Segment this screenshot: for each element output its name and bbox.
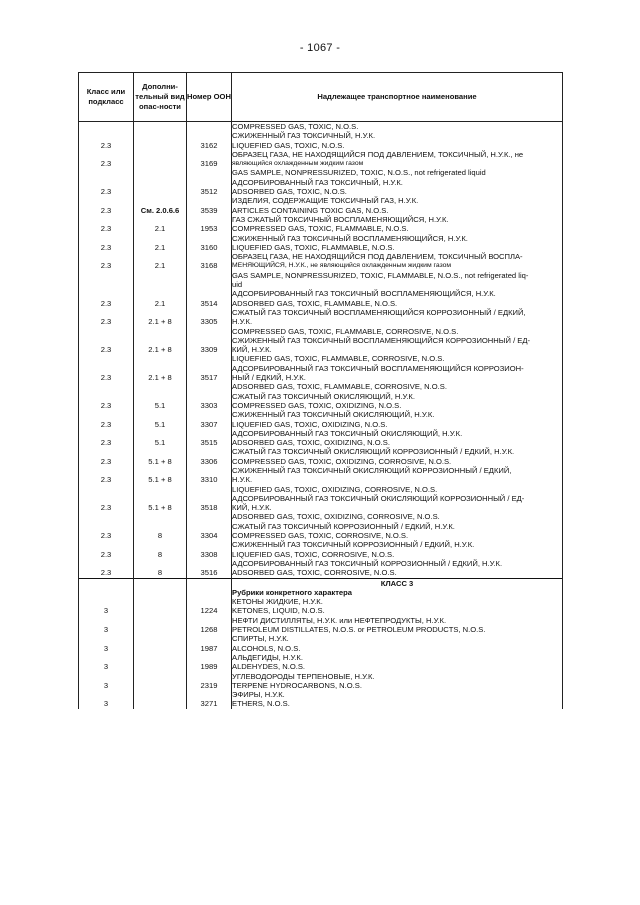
additional-hazard-cell-value: 5.1 bbox=[154, 400, 166, 410]
additional-hazard-cell-value: 8 bbox=[157, 568, 163, 578]
class-cell-value: 3 bbox=[103, 625, 109, 635]
shipping-name-line: СЖАТЫЙ ГАЗ ТОКСИЧНЫЙ КОРРОЗИОННЫЙ / ЕДКИЙ, Н.У.К. bbox=[232, 521, 455, 531]
un-number-cell-value: 1987 bbox=[200, 643, 218, 653]
shipping-name-cell bbox=[232, 289, 563, 308]
shipping-name-cell bbox=[232, 466, 563, 494]
class-cell-value: 3 bbox=[103, 662, 109, 672]
shipping-name-line: СЖАТЫЙ ГАЗ ТОКСИЧНЫЙ ОКИСЛЯЮЩИЙ, Н.У.К. bbox=[232, 391, 415, 401]
un-number-cell-value: 3512 bbox=[200, 187, 218, 197]
additional-hazard-cell bbox=[134, 336, 187, 364]
un-number-cell-value: 1989 bbox=[200, 662, 218, 672]
shipping-name-cell bbox=[232, 252, 563, 289]
shipping-name-line: COMPRESSED GAS, TOXIC, FLAMMABLE, CORROSIVE, N.O.S. bbox=[232, 326, 459, 336]
shipping-name-cell bbox=[232, 559, 563, 578]
class-cell bbox=[79, 215, 134, 234]
class-cell-value: 2.3 bbox=[100, 373, 112, 383]
additional-hazard-cell bbox=[134, 540, 187, 559]
table-row bbox=[79, 597, 563, 616]
shipping-name-cell bbox=[232, 447, 563, 466]
additional-hazard-cell bbox=[134, 494, 187, 522]
shipping-name-line: АДСОРБИРОВАННЫЙ ГАЗ ТОКСИЧНЫЙ, Н.У.К. bbox=[232, 177, 403, 187]
shipping-name-cell bbox=[232, 150, 563, 178]
shipping-name-line: СЖАТЫЙ ГАЗ ТОКСИЧНЫЙ ВОСПЛАМЕНЯЮЩИЙСЯ КОРРОЗИОННЫЙ / ЕДКИЙ, bbox=[232, 307, 526, 317]
un-number-cell-value: 3514 bbox=[200, 298, 218, 308]
shipping-name-line: ОБРАЗЕЦ ГАЗА, НЕ НАХОДЯЩИЙСЯ ПОД ДАВЛЕНИЕМ, ТОКСИЧНЫЙ, Н.У.К., не bbox=[232, 149, 524, 159]
class-cell-value: 2.3 bbox=[100, 438, 112, 448]
un-number-cell-value: 1268 bbox=[200, 625, 218, 635]
table-row bbox=[79, 234, 563, 253]
table-row bbox=[79, 215, 563, 234]
shipping-name-line: COMPRESSED GAS, TOXIC, N.O.S. bbox=[232, 122, 359, 131]
shipping-name-line: НЫЙ / ЕДКИЙ, Н.У.К. bbox=[232, 373, 306, 383]
shipping-name-line: МЕНЯЮЩИЙСЯ, Н.У.К., не являющийся охлажденным жидким газом bbox=[232, 262, 452, 270]
shipping-name-line: ETHERS, N.O.S. bbox=[232, 699, 290, 709]
shipping-name-line: GAS SAMPLE, NONPRESSURIZED, TOXIC, FLAMMABLE, N.O.S., not refrigerated liq- bbox=[232, 270, 529, 280]
empty-cell bbox=[79, 578, 134, 597]
shipping-name-cell bbox=[232, 540, 563, 559]
shipping-name-line: ADSORBED GAS, TOXIC, CORROSIVE, N.O.S. bbox=[232, 568, 397, 578]
table-row bbox=[79, 616, 563, 635]
table-row bbox=[79, 690, 563, 709]
table-row bbox=[79, 289, 563, 308]
class-cell bbox=[79, 252, 134, 289]
shipping-name-line: ADSORBED GAS, TOXIC, OXIDIZING, CORROSIVE, N.O.S. bbox=[232, 512, 440, 522]
shipping-name-line: СЖИЖЕННЫЙ ГАЗ ТОКСИЧНЫЙ ВОСПЛАМЕНЯЮЩИЙСЯ, Н.У.К. bbox=[232, 233, 468, 243]
table-row bbox=[79, 364, 563, 392]
table-header-row bbox=[79, 73, 563, 122]
empty-cell bbox=[187, 578, 232, 597]
un-number-cell bbox=[187, 252, 232, 289]
shipping-name-line: являющийся охлажденным жидким газом bbox=[232, 160, 364, 168]
class-cell bbox=[79, 522, 134, 541]
additional-hazard-cell-value: 2.1 + 8 bbox=[148, 317, 172, 327]
un-number-cell bbox=[187, 559, 232, 578]
shipping-name-line: НЕФТИ ДИСТИЛЛЯТЫ, Н.У.К. или НЕФТЕПРОДУКТЫ, Н.У.К. bbox=[232, 615, 447, 625]
additional-hazard-cell-value: 2.1 bbox=[154, 242, 166, 252]
page-number: - 1067 - bbox=[299, 42, 341, 54]
class-3-title: КЛАСС 3 bbox=[380, 578, 414, 588]
un-number-cell bbox=[187, 410, 232, 429]
class-cell bbox=[79, 289, 134, 308]
shipping-name-cell bbox=[232, 522, 563, 541]
header-class: Класс или подкласс bbox=[79, 73, 134, 122]
shipping-name-line: LIQUEFIED GAS, TOXIC, FLAMMABLE, CORROSIVE, N.O.S. bbox=[232, 354, 445, 364]
table-row bbox=[79, 429, 563, 448]
additional-hazard-cell bbox=[134, 672, 187, 691]
dangerous-goods-table bbox=[78, 72, 563, 709]
class-cell-value: 2.3 bbox=[100, 568, 112, 578]
additional-hazard-cell bbox=[134, 429, 187, 448]
class-cell bbox=[79, 690, 134, 709]
shipping-name-line: АДСОРБИРОВАННЫЙ ГАЗ ТОКСИЧНЫЙ ВОСПЛАМЕНЯЮЩИЙСЯ, Н.У.К. bbox=[232, 289, 496, 299]
class-cell bbox=[79, 429, 134, 448]
additional-hazard-cell-value: 5.1 + 8 bbox=[148, 456, 172, 466]
un-number-cell-value: 3306 bbox=[200, 456, 218, 466]
class-cell-value: 2.3 bbox=[100, 187, 112, 197]
un-number-cell-value: 3517 bbox=[200, 373, 218, 383]
shipping-name-line: АДСОРБИРОВАННЫЙ ГАЗ ТОКСИЧНЫЙ ВОСПЛАМЕНЯЮЩИЙСЯ КОРРОЗИОН- bbox=[232, 363, 524, 373]
class-cell-value: 2.3 bbox=[100, 298, 112, 308]
un-number-cell-value: 3160 bbox=[200, 242, 218, 252]
table-row bbox=[79, 196, 563, 215]
un-number-cell bbox=[187, 616, 232, 635]
class-cell bbox=[79, 150, 134, 178]
un-number-cell bbox=[187, 672, 232, 691]
un-number-cell bbox=[187, 122, 232, 132]
shipping-name-cell bbox=[232, 410, 563, 429]
additional-hazard-cell bbox=[134, 122, 187, 132]
table-row bbox=[79, 540, 563, 559]
un-number-cell bbox=[187, 522, 232, 541]
class-cell-value: 3 bbox=[103, 680, 109, 690]
class-cell-value: 2.3 bbox=[100, 159, 112, 169]
table-row bbox=[79, 392, 563, 411]
shipping-name-line: TERPENE HYDROCARBONS, N.O.S. bbox=[232, 680, 362, 690]
additional-hazard-cell-value: 8 bbox=[157, 549, 163, 559]
class-cell-value: 2.3 bbox=[100, 261, 112, 271]
un-number-cell-value: 3539 bbox=[200, 205, 218, 215]
class-cell-value: 2.3 bbox=[100, 224, 112, 234]
additional-hazard-cell bbox=[134, 616, 187, 635]
additional-hazard-cell bbox=[134, 522, 187, 541]
shipping-name-line: СЖИЖЕННЫЙ ГАЗ ТОКСИЧНЫЙ ОКИСЛЯЮЩИЙ, Н.У.К. bbox=[232, 410, 435, 420]
shipping-name-line: ОБРАЗЕЦ ГАЗА, НЕ НАХОДЯЩИЙСЯ ПОД ДАВЛЕНИЕМ, ТОКСИЧНЫЙ ВОСПЛА- bbox=[232, 252, 523, 262]
class-cell-value: 2.3 bbox=[100, 419, 112, 429]
table-row bbox=[79, 672, 563, 691]
class-cell bbox=[79, 559, 134, 578]
additional-hazard-cell-value: 8 bbox=[157, 531, 163, 541]
header-shipping-name: Надлежащее транспортное наименование bbox=[232, 73, 563, 122]
shipping-name-cell bbox=[232, 336, 563, 364]
un-number-cell bbox=[187, 429, 232, 448]
shipping-name-line: КЕТОНЫ ЖИДКИЕ, Н.У.К. bbox=[232, 597, 323, 607]
class-cell bbox=[79, 653, 134, 672]
un-number-cell-value: 3518 bbox=[200, 503, 218, 513]
un-number-cell bbox=[187, 196, 232, 215]
un-number-cell bbox=[187, 634, 232, 653]
shipping-name-cell bbox=[232, 634, 563, 653]
shipping-name-line: АДСОРБИРОВАННЫЙ ГАЗ ТОКСИЧНЫЙ ОКИСЛЯЮЩИЙ, Н.У.К. bbox=[232, 428, 463, 438]
shipping-name-line: Н.У.К. bbox=[232, 475, 253, 485]
class-cell bbox=[79, 196, 134, 215]
additional-hazard-cell-value: 5.1 + 8 bbox=[148, 503, 172, 513]
shipping-name-cell bbox=[232, 178, 563, 197]
class-3-heading-row bbox=[79, 578, 563, 597]
shipping-name-cell bbox=[232, 616, 563, 635]
shipping-name-line: LIQUEFIED GAS, TOXIC, N.O.S. bbox=[232, 140, 345, 150]
class-cell bbox=[79, 447, 134, 466]
shipping-name-line: СЖАТЫЙ ГАЗ ТОКСИЧНЫЙ ОКИСЛЯЮЩИЙ КОРРОЗИОННЫЙ / ЕДКИЙ, Н.У.К. bbox=[232, 447, 515, 457]
class-cell-value: 3 bbox=[103, 699, 109, 709]
shipping-name-cell bbox=[232, 308, 563, 336]
table-row bbox=[79, 252, 563, 289]
un-number-cell-value: 3304 bbox=[200, 531, 218, 541]
additional-hazard-cell bbox=[134, 289, 187, 308]
additional-hazard-cell bbox=[134, 447, 187, 466]
shipping-name-cell bbox=[232, 653, 563, 672]
un-number-cell bbox=[187, 597, 232, 616]
shipping-name-line: СЖИЖЕННЫЙ ГАЗ ТОКСИЧНЫЙ ВОСПЛАМЕНЯЮЩИЙСЯ КОРРОЗИОННЫЙ / ЕД- bbox=[232, 335, 531, 345]
additional-hazard-cell-value: 5.1 bbox=[154, 438, 166, 448]
shipping-name-line: ГАЗ СЖАТЫЙ ТОКСИЧНЫЙ ВОСПЛАМЕНЯЮЩИЙСЯ, Н.У.К. bbox=[232, 214, 449, 224]
class-cell-value: 2.3 bbox=[100, 140, 112, 150]
additional-hazard-cell bbox=[134, 653, 187, 672]
un-number-cell-value: 3271 bbox=[200, 699, 218, 709]
shipping-name-line: COMPRESSED GAS, TOXIC, OXIDIZING, N.O.S. bbox=[232, 400, 402, 410]
table-row bbox=[79, 336, 563, 364]
shipping-name-line: GAS SAMPLE, NONPRESSURIZED, TOXIC, N.O.S., not refrigerated liquid bbox=[232, 168, 486, 178]
additional-hazard-cell bbox=[134, 559, 187, 578]
class-cell-value: 2.3 bbox=[100, 400, 112, 410]
class-cell bbox=[79, 410, 134, 429]
additional-hazard-cell bbox=[134, 234, 187, 253]
un-number-cell-value: 1953 bbox=[200, 224, 218, 234]
table-body bbox=[79, 122, 563, 709]
table-row bbox=[79, 447, 563, 466]
shipping-name-line: КИЙ, Н.У.К. bbox=[232, 503, 272, 513]
additional-hazard-cell bbox=[134, 150, 187, 178]
un-number-cell bbox=[187, 150, 232, 178]
empty-cell bbox=[134, 578, 187, 597]
un-number-cell-value: 3516 bbox=[200, 568, 218, 578]
class-3-subtitle: Рубрики конкретного характера bbox=[232, 587, 353, 597]
shipping-name-cell bbox=[232, 597, 563, 616]
class-cell-value: 2.3 bbox=[100, 531, 112, 541]
shipping-name-line: Н.У.К. bbox=[232, 317, 253, 327]
class-cell-value: 2.3 bbox=[100, 242, 112, 252]
shipping-name-cell bbox=[232, 196, 563, 215]
class-cell bbox=[79, 131, 134, 150]
shipping-name-line: LIQUEFIED GAS, TOXIC, OXIDIZING, CORROSIVE, N.O.S. bbox=[232, 484, 438, 494]
shipping-name-line: АДСОРБИРОВАННЫЙ ГАЗ ТОКСИЧНЫЙ ОКИСЛЯЮЩИЙ КОРРОЗИОННЫЙ / ЕД- bbox=[232, 493, 525, 503]
additional-hazard-cell bbox=[134, 634, 187, 653]
un-number-cell bbox=[187, 690, 232, 709]
un-number-cell-value: 3308 bbox=[200, 549, 218, 559]
additional-hazard-cell bbox=[134, 466, 187, 494]
additional-hazard-cell bbox=[134, 215, 187, 234]
shipping-name-line: ADSORBED GAS, TOXIC, FLAMMABLE, CORROSIVE, N.O.S. bbox=[232, 382, 447, 392]
class-cell-value: 2.3 bbox=[100, 456, 112, 466]
shipping-name-line: ALCOHOLS, N.O.S. bbox=[232, 643, 301, 653]
additional-hazard-cell bbox=[134, 410, 187, 429]
table-row bbox=[79, 150, 563, 178]
un-number-cell bbox=[187, 494, 232, 522]
class-cell bbox=[79, 540, 134, 559]
shipping-name-line: АДСОРБИРОВАННЫЙ ГАЗ ТОКСИЧНЫЙ КОРРОЗИОННЫЙ / ЕДКИЙ, Н.У.К. bbox=[232, 558, 503, 568]
shipping-name-line: СЖИЖЕННЫЙ ГАЗ ТОКСИЧНЫЙ, Н.У.К. bbox=[232, 131, 376, 141]
additional-hazard-cell-value: 5.1 + 8 bbox=[148, 475, 172, 485]
additional-hazard-cell-value: 2.1 + 8 bbox=[148, 345, 172, 355]
table-row bbox=[79, 653, 563, 672]
shipping-name-line: СПИРТЫ, Н.У.К. bbox=[232, 634, 289, 644]
shipping-name-cell bbox=[232, 494, 563, 522]
shipping-name-line: uid bbox=[232, 280, 243, 290]
shipping-name-cell bbox=[232, 690, 563, 709]
un-number-cell bbox=[187, 364, 232, 392]
shipping-name-line: ADSORBED GAS, TOXIC, N.O.S. bbox=[232, 187, 347, 197]
header-un-number: Номер ООН bbox=[187, 73, 232, 122]
un-number-cell bbox=[187, 540, 232, 559]
un-number-cell bbox=[187, 653, 232, 672]
table-row bbox=[79, 466, 563, 494]
un-number-cell bbox=[187, 336, 232, 364]
un-number-cell-value: 3169 bbox=[200, 159, 218, 169]
shipping-name-line: ADSORBED GAS, TOXIC, FLAMMABLE, N.O.S. bbox=[232, 298, 398, 308]
table-row bbox=[79, 178, 563, 197]
un-number-cell bbox=[187, 308, 232, 336]
shipping-name-cell bbox=[232, 392, 563, 411]
un-number-cell-value: 3515 bbox=[200, 438, 218, 448]
un-number-cell bbox=[187, 289, 232, 308]
additional-hazard-cell-value: 2.1 + 8 bbox=[148, 373, 172, 383]
table-row bbox=[79, 522, 563, 541]
class-cell bbox=[79, 392, 134, 411]
shipping-name-line: COMPRESSED GAS, TOXIC, OXIDIZING, CORROSIVE, N.O.S. bbox=[232, 456, 452, 466]
shipping-name-line: ARTICLES CONTAINING TOXIC GAS, N.O.S. bbox=[232, 205, 389, 215]
un-number-cell bbox=[187, 215, 232, 234]
un-number-cell bbox=[187, 392, 232, 411]
shipping-name-line: KETONES, LIQUID, N.O.S. bbox=[232, 606, 325, 616]
header-additional-hazard: Дополни-тельный вид опас-ности bbox=[134, 73, 187, 122]
class-cell-value: 2.3 bbox=[100, 317, 112, 327]
un-number-cell-value: 3303 bbox=[200, 400, 218, 410]
table-row bbox=[79, 410, 563, 429]
shipping-name-line: COMPRESSED GAS, TOXIC, CORROSIVE, N.O.S. bbox=[232, 531, 409, 541]
shipping-name-line: АЛЬДЕГИДЫ, Н.У.К. bbox=[232, 652, 303, 662]
class-cell bbox=[79, 616, 134, 635]
table-row bbox=[79, 494, 563, 522]
table-row bbox=[79, 634, 563, 653]
additional-hazard-cell bbox=[134, 131, 187, 150]
un-number-cell-value: 3168 bbox=[200, 261, 218, 271]
shipping-name-line: ALDEHYDES, N.O.S. bbox=[232, 662, 306, 672]
additional-hazard-cell bbox=[134, 597, 187, 616]
additional-hazard-cell-value: 2.1 bbox=[154, 298, 166, 308]
un-number-cell-value: 1224 bbox=[200, 606, 218, 616]
shipping-name-cell bbox=[232, 234, 563, 253]
additional-hazard-cell bbox=[134, 690, 187, 709]
class-cell-value: 2.3 bbox=[100, 345, 112, 355]
shipping-name-cell bbox=[232, 131, 563, 150]
additional-hazard-cell bbox=[134, 178, 187, 197]
shipping-name-line: КИЙ, Н.У.К. bbox=[232, 345, 272, 355]
shipping-name-line: СЖИЖЕННЫЙ ГАЗ ТОКСИЧНЫЙ ОКИСЛЯЮЩИЙ КОРРОЗИОННЫЙ / ЕДКИЙ, bbox=[232, 465, 512, 475]
un-number-cell bbox=[187, 234, 232, 253]
class-cell bbox=[79, 597, 134, 616]
shipping-name-cell bbox=[232, 122, 563, 132]
class-cell-value: 2.3 bbox=[100, 503, 112, 513]
class-cell-value: 3 bbox=[103, 606, 109, 616]
shipping-name-line: ИЗДЕЛИЯ, СОДЕРЖАЩИЕ ТОКСИЧНЫЙ ГАЗ, Н.У.К. bbox=[232, 196, 419, 206]
table-row bbox=[79, 122, 563, 132]
class-cell-value: 3 bbox=[103, 643, 109, 653]
additional-hazard-cell-value: 2.1 bbox=[154, 224, 166, 234]
shipping-name-line: ADSORBED GAS, TOXIC, OXIDIZING, N.O.S. bbox=[232, 438, 390, 448]
class-cell bbox=[79, 466, 134, 494]
additional-hazard-cell bbox=[134, 364, 187, 392]
class-cell bbox=[79, 494, 134, 522]
class-cell-value: 2.3 bbox=[100, 205, 112, 215]
shipping-name-line: COMPRESSED GAS, TOXIC, FLAMMABLE, N.O.S. bbox=[232, 224, 409, 234]
shipping-name-cell bbox=[232, 672, 563, 691]
table-row bbox=[79, 559, 563, 578]
un-number-cell bbox=[187, 466, 232, 494]
class-cell-value: 2.3 bbox=[100, 549, 112, 559]
table-row bbox=[79, 308, 563, 336]
table-row bbox=[79, 131, 563, 150]
class-cell-value: 2.3 bbox=[100, 475, 112, 485]
class-3-heading bbox=[232, 578, 563, 597]
un-number-cell-value: 3307 bbox=[200, 419, 218, 429]
shipping-name-line: ЭФИРЫ, Н.У.К. bbox=[232, 690, 285, 700]
class-cell bbox=[79, 122, 134, 132]
additional-hazard-cell bbox=[134, 196, 187, 215]
shipping-name-line: PETROLEUM DISTILLATES, N.O.S. or PETROLEUM PRODUCTS, N.O.S. bbox=[232, 625, 486, 635]
additional-hazard-cell bbox=[134, 392, 187, 411]
class-cell bbox=[79, 364, 134, 392]
additional-hazard-cell-value: См. 2.0.6.6 bbox=[140, 205, 180, 215]
shipping-name-cell bbox=[232, 215, 563, 234]
un-number-cell bbox=[187, 447, 232, 466]
un-number-cell bbox=[187, 131, 232, 150]
un-number-cell-value: 2319 bbox=[200, 680, 218, 690]
un-number-cell-value: 3310 bbox=[200, 475, 218, 485]
class-cell bbox=[79, 634, 134, 653]
additional-hazard-cell-value: 2.1 bbox=[154, 261, 166, 271]
class-cell bbox=[79, 672, 134, 691]
class-cell bbox=[79, 178, 134, 197]
un-number-cell-value: 3162 bbox=[200, 140, 218, 150]
additional-hazard-cell bbox=[134, 252, 187, 289]
un-number-cell bbox=[187, 178, 232, 197]
shipping-name-cell bbox=[232, 429, 563, 448]
class-cell bbox=[79, 336, 134, 364]
un-number-cell-value: 3309 bbox=[200, 345, 218, 355]
class-cell bbox=[79, 234, 134, 253]
shipping-name-line: LIQUEFIED GAS, TOXIC, OXIDIZING, N.O.S. bbox=[232, 419, 388, 429]
shipping-name-line: LIQUEFIED GAS, TOXIC, CORROSIVE, N.O.S. bbox=[232, 549, 395, 559]
shipping-name-line: СЖИЖЕННЫЙ ГАЗ ТОКСИЧНЫЙ КОРРОЗИОННЫЙ / ЕДКИЙ, Н.У.К. bbox=[232, 540, 475, 550]
class-cell bbox=[79, 308, 134, 336]
shipping-name-line: LIQUEFIED GAS, TOXIC, FLAMMABLE, N.O.S. bbox=[232, 242, 395, 252]
shipping-name-line: УГЛЕВОДОРОДЫ ТЕРПЕНОВЫЕ, Н.У.К. bbox=[232, 671, 375, 681]
un-number-cell-value: 3305 bbox=[200, 317, 218, 327]
additional-hazard-cell-value: 5.1 bbox=[154, 419, 166, 429]
shipping-name-cell bbox=[232, 364, 563, 392]
additional-hazard-cell bbox=[134, 308, 187, 336]
